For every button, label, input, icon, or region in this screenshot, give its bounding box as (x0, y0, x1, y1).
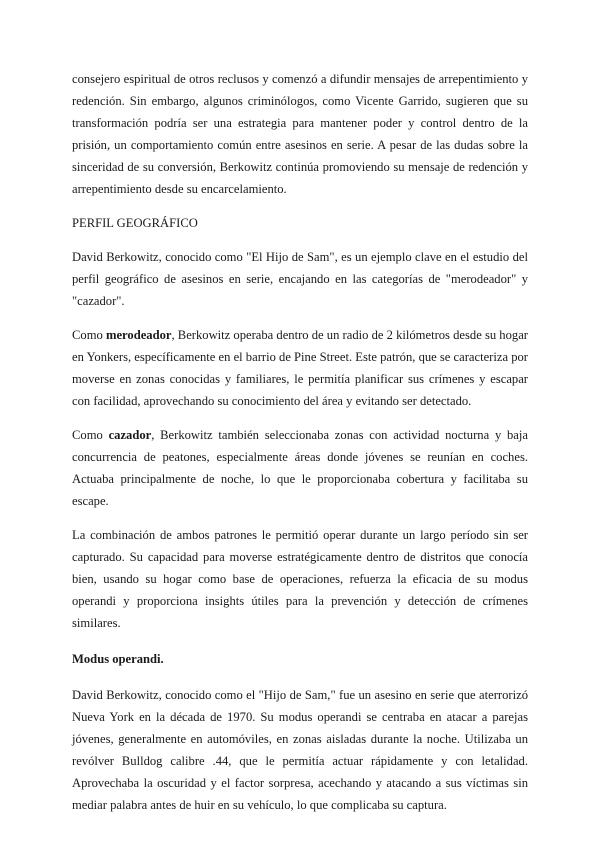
cazador-term: cazador (108, 428, 152, 442)
merodeador-term: merodeador (105, 328, 172, 342)
cazador-paragraph (72, 424, 528, 512)
intro-paragraph: consejero espiritual de otros reclusos y comenzó a difundir mensajes de arrepentimiento y redención. Sin embargo, algunos criminólogos, como Vicente Garrido, sugieren que su transformación podría ser una estrategia para mantener poder y control dentro de la prisión, un comportamiento común entre asesinos en serie. A pesar de las dudas sobre la sinceridad de su conversión, Berkowitz continúa promoviendo su mensaje de redención y arrepentimiento desde su encarcelamiento. (72, 72, 528, 196)
geographic-profile-heading: PERFIL GEOGRÁFICO (72, 216, 198, 230)
modus-operandi-paragraph: David Berkowitz, conocido como el "Hijo de Sam," fue un asesino en serie que aterrorizó Nueva York en la década de 1970. Su modus operandi se centraba en atacar a parejas jóvenes, generalmente en automóviles, en zonas aisladas durante la noche. Utilizaba un revólver Bulldog calibre .44, que le permitía actuar rápidamente y con letalidad. Aprovechaba la oscuridad y el factor sorpresa, acechando y atacando a sus víctimas sin mediar palabra antes de huir en su vehículo, lo que complicaba su captura. (72, 688, 528, 812)
merodeador-paragraph (72, 324, 528, 412)
geographic-intro-paragraph: David Berkowitz, conocido como "El Hijo de Sam", es un ejemplo clave en el estudio del perfil geográfico de asesinos en serie, encajando en las categorías de "merodeador" y "cazador". (72, 250, 528, 308)
cazador-text: , Berkowitz también seleccionaba zonas con actividad nocturna y baja concurrencia de peatones, especialmente áreas donde jóvenes se reunían en coches. Actuaba principalmente de noche, lo que le proporcionaba cobertura y facilitaba su escape. (72, 428, 528, 508)
combination-paragraph: La combinación de ambos patrones le permitió operar durante un largo período sin ser capturado. Su capacidad para moverse estratégicamente dentro de distritos que conocía bien, usando su hogar como base de operaciones, refuerza la eficacia de su modus operandi y proporciona insights útiles para la prevención y detección de crímenes similares. (72, 528, 528, 630)
merodeador-prefix: Como (72, 328, 106, 342)
modus-operandi-heading: Modus operandi. (72, 652, 164, 666)
merodeador-text: , Berkowitz operaba dentro de un radio de 2 kilómetros desde su hogar en Yonkers, específicamente en el barrio de Pine Street. Este patrón, que se caracteriza por moverse en zonas conocidas y familiares, le permitía planificar sus crímenes y escapar con facilidad, aprovechando su conocimiento del área y evitando ser detectado. (72, 328, 528, 408)
cazador-prefix: Como (72, 428, 109, 442)
